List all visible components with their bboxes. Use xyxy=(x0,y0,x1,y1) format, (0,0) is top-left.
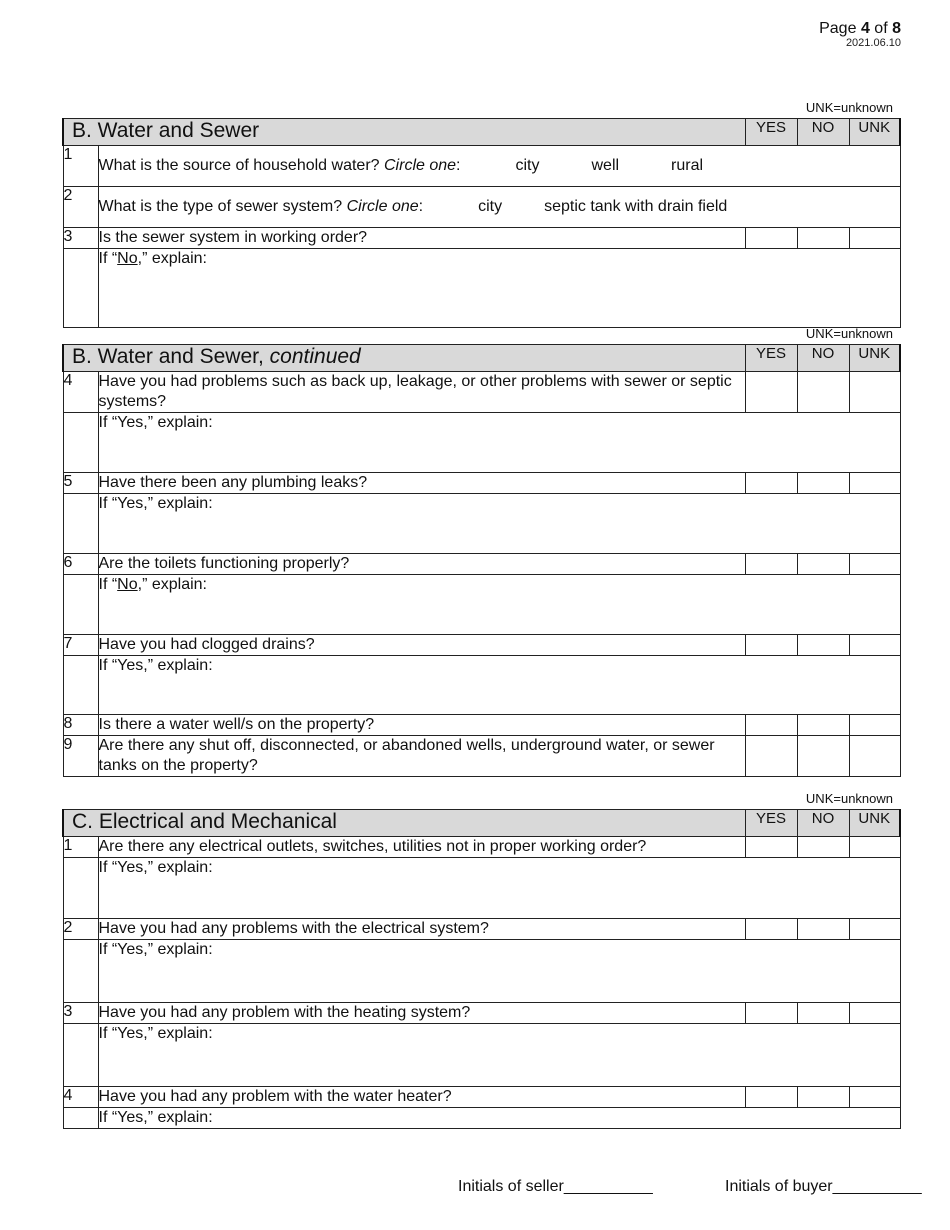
yes-checkbox[interactable] xyxy=(745,715,797,736)
question-b8-text: Is there a water well/s on the property? xyxy=(98,715,745,736)
page-word: Page xyxy=(819,20,857,37)
page-number xyxy=(819,21,901,38)
no-checkbox[interactable] xyxy=(797,228,849,249)
unk-checkbox[interactable] xyxy=(849,715,900,736)
col-unk-header: UNK xyxy=(849,119,900,146)
page-header xyxy=(819,21,901,49)
section-title-main: B. Water and Sewer, xyxy=(72,345,264,368)
question-text: What is the type of sewer system? xyxy=(98,198,343,215)
section-c-title: C. Electrical and Mechanical xyxy=(63,810,745,837)
table-row xyxy=(63,635,900,656)
question-number: 5 xyxy=(63,473,98,494)
question-number: 3 xyxy=(63,1003,98,1024)
table-row xyxy=(63,575,900,635)
explain-field[interactable]: If “Yes,” explain: xyxy=(98,940,900,1003)
no-checkbox[interactable] xyxy=(797,635,849,656)
question-number: 6 xyxy=(63,554,98,575)
table-row xyxy=(63,146,900,187)
page-total: 8 xyxy=(892,20,901,37)
form-date: 2021.06.10 xyxy=(845,36,901,49)
unk-checkbox[interactable] xyxy=(849,837,900,858)
explain-field[interactable] xyxy=(98,575,900,635)
table-row xyxy=(63,736,900,777)
buyer-initials-field[interactable]: Initials of buyer__________ xyxy=(725,1178,922,1195)
explain-field[interactable]: If “Yes,” explain: xyxy=(98,494,900,554)
unk-checkbox[interactable] xyxy=(849,372,900,413)
table-row xyxy=(63,228,900,249)
table-row xyxy=(63,473,900,494)
table-row xyxy=(63,837,900,858)
question-b5-text: Have there been any plumbing leaks? xyxy=(98,473,745,494)
explain-field[interactable] xyxy=(98,249,900,328)
table-row xyxy=(63,249,900,328)
question-b2 xyxy=(98,187,900,228)
seller-initials-field[interactable]: Initials of seller__________ xyxy=(458,1178,653,1195)
question-b7-text: Have you had clogged drains? xyxy=(98,635,745,656)
question-number: 1 xyxy=(63,837,98,858)
explain-suffix: ,” explain: xyxy=(137,576,207,593)
question-number: 1 xyxy=(63,146,98,187)
explain-prefix: If “ xyxy=(98,576,118,593)
table-row xyxy=(63,1108,900,1129)
page-of: of xyxy=(874,20,888,37)
unk-checkbox[interactable] xyxy=(849,635,900,656)
explain-field[interactable]: If “Yes,” explain: xyxy=(98,858,900,919)
yes-checkbox[interactable] xyxy=(745,736,797,777)
option-well[interactable]: well xyxy=(591,157,620,174)
table-row xyxy=(63,1087,900,1108)
table-row xyxy=(63,554,900,575)
col-yes-header: YES xyxy=(745,345,797,372)
yes-checkbox[interactable] xyxy=(745,1087,797,1108)
explain-field[interactable]: If “Yes,” explain: xyxy=(98,1024,900,1087)
yes-checkbox[interactable] xyxy=(745,919,797,940)
option-rural[interactable]: rural xyxy=(671,157,704,174)
unk-checkbox[interactable] xyxy=(849,1087,900,1108)
question-c1-text: Are there any electrical outlets, switches, utilities not in proper working order? xyxy=(98,837,745,858)
explain-no-word: No xyxy=(117,250,138,267)
yes-checkbox[interactable] xyxy=(745,473,797,494)
col-unk-header: UNK xyxy=(849,345,900,372)
no-checkbox[interactable] xyxy=(797,736,849,777)
unk-legend-b: UNK=unknown xyxy=(805,100,893,115)
question-b3-text: Is the sewer system in working order? xyxy=(98,228,745,249)
table-row xyxy=(63,413,900,473)
unk-checkbox[interactable] xyxy=(849,919,900,940)
page-current: 4 xyxy=(860,20,870,37)
col-no-header: NO xyxy=(797,119,849,146)
table-row xyxy=(63,656,900,715)
question-number: 4 xyxy=(63,1087,98,1108)
option-city[interactable]: city xyxy=(478,198,503,215)
section-c-table xyxy=(62,809,901,1129)
yes-checkbox[interactable] xyxy=(745,372,797,413)
yes-checkbox[interactable] xyxy=(745,837,797,858)
unk-legend-b2: UNK=unknown xyxy=(805,326,893,341)
question-text: What is the source of household water? xyxy=(98,157,380,174)
unk-checkbox[interactable] xyxy=(849,228,900,249)
explain-no-word: No xyxy=(117,576,138,593)
circle-one-label: Circle one xyxy=(384,157,457,174)
unk-checkbox[interactable] xyxy=(849,554,900,575)
col-no-header: NO xyxy=(797,345,849,372)
no-checkbox[interactable] xyxy=(797,919,849,940)
explain-suffix: ,” explain: xyxy=(137,250,207,267)
table-row xyxy=(63,494,900,554)
explain-field[interactable]: If “Yes,” explain: xyxy=(98,413,900,473)
table-row xyxy=(63,940,900,1003)
col-unk-header: UNK xyxy=(849,810,900,837)
unk-checkbox[interactable] xyxy=(849,736,900,777)
no-checkbox[interactable] xyxy=(797,372,849,413)
question-b4-text: Have you had problems such as back up, leakage, or other problems with sewer or septic systems? xyxy=(98,372,745,413)
option-septic[interactable]: septic tank with drain field xyxy=(544,198,728,215)
table-row xyxy=(63,372,900,413)
table-row xyxy=(63,1003,900,1024)
col-yes-header: YES xyxy=(745,810,797,837)
question-number: 4 xyxy=(63,372,98,413)
colon: : xyxy=(456,157,461,174)
yes-checkbox[interactable] xyxy=(745,554,797,575)
circle-one-label: Circle one xyxy=(346,198,419,215)
table-row xyxy=(63,919,900,940)
col-yes-header: YES xyxy=(745,119,797,146)
no-checkbox[interactable] xyxy=(797,715,849,736)
colon: : xyxy=(418,198,424,215)
yes-checkbox[interactable] xyxy=(745,228,797,249)
table-row xyxy=(63,1024,900,1087)
section-b-title: B. Water and Sewer xyxy=(63,119,745,146)
section-b2-title xyxy=(63,345,745,372)
table-row xyxy=(63,715,900,736)
question-b6-text: Are the toilets functioning properly? xyxy=(98,554,745,575)
no-checkbox[interactable] xyxy=(797,473,849,494)
question-c4-text: Have you had any problem with the water heater? xyxy=(98,1087,745,1108)
no-checkbox[interactable] xyxy=(797,1087,849,1108)
question-number: 9 xyxy=(63,736,98,777)
question-number: 2 xyxy=(63,187,98,228)
section-title-italic: continued xyxy=(269,345,361,368)
col-no-header: NO xyxy=(797,810,849,837)
question-number: 8 xyxy=(63,715,98,736)
unk-legend-c: UNK=unknown xyxy=(805,791,893,806)
explain-prefix: If “ xyxy=(98,250,118,267)
section-b-table xyxy=(62,118,901,328)
question-c3-text: Have you had any problem with the heating system? xyxy=(98,1003,745,1024)
no-checkbox[interactable] xyxy=(797,837,849,858)
yes-checkbox[interactable] xyxy=(745,1003,797,1024)
yes-checkbox[interactable] xyxy=(745,635,797,656)
question-b9-text: Are there any shut off, disconnected, or abandoned wells, underground water, or sewer tanks on the property? xyxy=(98,736,745,777)
section-b-continued-table xyxy=(62,344,901,777)
no-checkbox[interactable] xyxy=(797,1003,849,1024)
table-row xyxy=(63,187,900,228)
explain-field[interactable]: If “Yes,” explain: xyxy=(98,656,900,715)
unk-checkbox[interactable] xyxy=(849,473,900,494)
question-number: 3 xyxy=(63,228,98,249)
question-number: 7 xyxy=(63,635,98,656)
explain-field[interactable]: If “Yes,” explain: xyxy=(98,1108,900,1129)
question-number: 2 xyxy=(63,919,98,940)
table-row xyxy=(63,858,900,919)
no-checkbox[interactable] xyxy=(797,554,849,575)
question-b1 xyxy=(98,146,900,187)
option-city[interactable]: city xyxy=(515,157,540,174)
unk-checkbox[interactable] xyxy=(849,1003,900,1024)
question-c2-text: Have you had any problems with the electrical system? xyxy=(98,919,745,940)
